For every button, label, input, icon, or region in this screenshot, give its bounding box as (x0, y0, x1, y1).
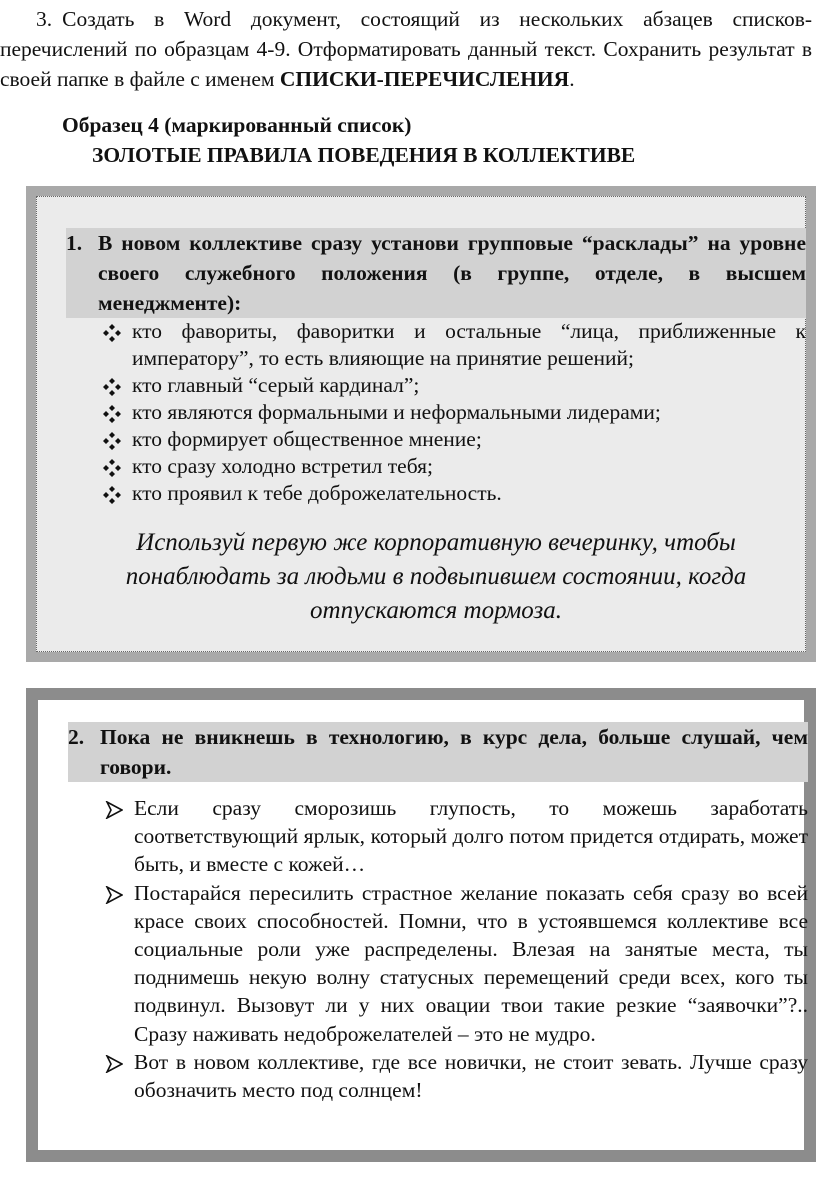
list-item (66, 426, 806, 453)
list-item (68, 794, 808, 879)
four-diamond-icon (99, 453, 125, 480)
rule-2-heading (68, 722, 808, 782)
rule-1-heading (66, 228, 806, 318)
task-filename: СПИСКИ-ПЕРЕЧИСЛЕНИЯ (279, 67, 570, 91)
task-paragraph (0, 4, 812, 94)
four-diamond-icon (99, 426, 125, 453)
rule-1-list (66, 318, 806, 507)
list-item-text: кто формирует общественное мнение; (132, 427, 482, 451)
rule-1-frame (26, 186, 816, 662)
list-item-text: Если сразу сморозишь глупость, то можешь заработать соответствующий ярлык, который долго потом придется отдирать, может быть, и вместе с кожей… (134, 796, 808, 877)
four-diamond-icon (99, 318, 125, 345)
list-item-text: кто главный “серый кардинал”; (132, 373, 420, 397)
task-end: . (569, 67, 575, 91)
arrowhead-icon (101, 1048, 127, 1076)
list-item-text: кто фавориты, фаворитки и остальные “лица, приближенные к императору”, то есть влияющие на принятие решений; (132, 319, 806, 370)
list-item-text: Постарайся пересилить страстное желание показать себя сразу во всей красе своих способностей. Помни, что в устоявшемся коллективе все социальные роли уже распределены. Влезая на занятые места, ты поднимешь некую волну статусных перемещений среди всех, кого ты подвинул. Вызовут ли у них овации твои такие резкие “заявочки”?.. Сразу наживать недоброжелателей – это не мудро. (134, 880, 808, 1046)
list-item (66, 480, 806, 507)
arrowhead-icon (101, 794, 127, 822)
four-diamond-icon (99, 480, 125, 507)
list-item (66, 318, 806, 372)
list-item (68, 1048, 808, 1104)
sample-title: Образец 4 (маркированный список) (62, 113, 412, 137)
task-text: Создать в Word документ, состоящий из нескольких абзацев списков-перечислений по образцам 4-9. Отформатировать данный текст. Сохранить результат в своей папке в файле с именем (0, 7, 812, 91)
list-item (68, 879, 808, 1048)
main-title: ЗОЛОТЫЕ ПРАВИЛА ПОВЕДЕНИЯ В КОЛЛЕКТИВЕ (92, 143, 636, 167)
rule-2-frame (26, 688, 816, 1162)
rule-2-number: 2. (68, 725, 85, 749)
list-item (66, 453, 806, 480)
four-diamond-icon (99, 372, 125, 399)
arrowhead-icon (101, 879, 127, 907)
list-item-text: кто сразу холодно встретил тебя; (132, 454, 433, 478)
four-diamond-icon (99, 399, 125, 426)
list-item-text: кто являются формальными и неформальными лидерами; (132, 400, 661, 424)
rule-1-number: 1. (66, 231, 83, 255)
list-item-text: кто проявил к тебе доброжелательность. (132, 481, 502, 505)
rule-1-quote: Используй первую же корпоративную вечеринку, чтобы понаблюдать за людьми в подвыпившем состоянии, когда отпускаются тормоза. (125, 529, 747, 624)
list-item (66, 372, 806, 399)
list-item-text: Вот в новом коллективе, где все новички, не стоит зевать. Лучше сразу обозначить место под солнцем! (134, 1049, 808, 1103)
task-number: 3. (36, 7, 53, 31)
list-item (66, 399, 806, 426)
rule-1-heading-text: В новом коллективе сразу установи групповые “расклады” на уровне своего служебного положения (в группе, отделе, в высшем менеджменте): (98, 231, 806, 315)
rule-2-heading-text: Пока не вникнешь в технологию, в курс дела, больше слушай, чем говори. (100, 725, 808, 779)
rule-2-list (68, 794, 808, 1104)
